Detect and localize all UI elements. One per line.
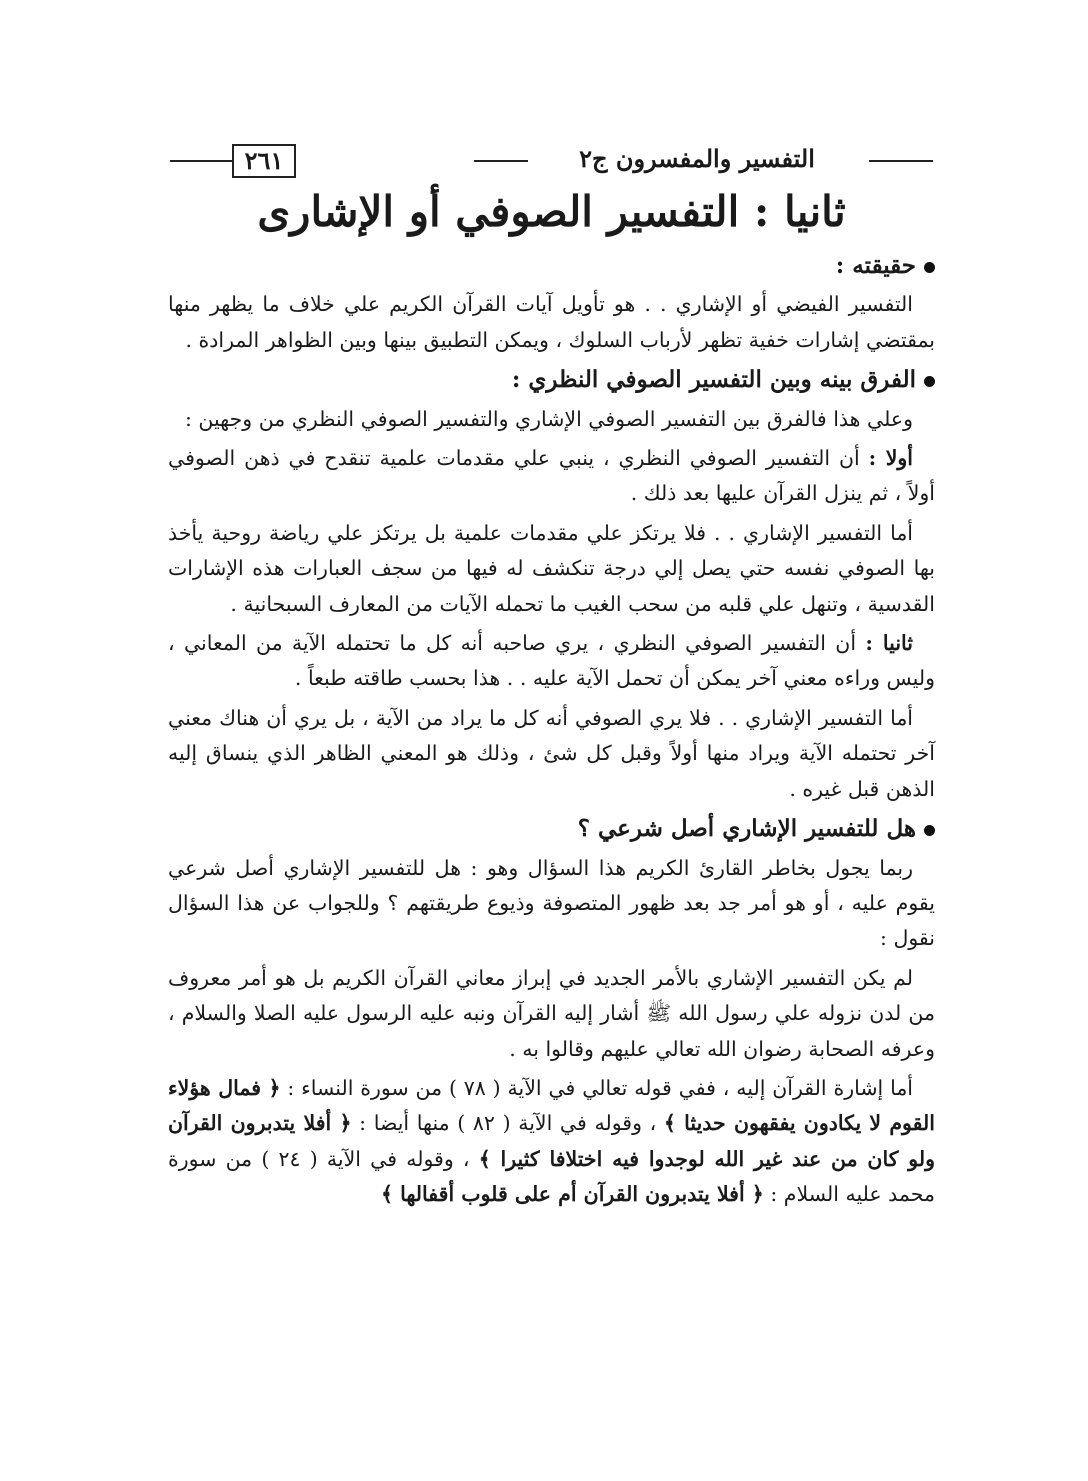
book-title: التفسير والمفسرون ج٢ bbox=[579, 144, 815, 173]
quran-quote: ﴿ أفلا يتدبرون القرآن أم على قلوب أقفالها ﴾ bbox=[380, 1182, 764, 1207]
running-header bbox=[170, 142, 933, 182]
paragraph-text: أما إشارة القرآن إليه ، ففي قوله تعالي في الآية ( ٧٨ ) من سورة النساء : bbox=[287, 1075, 913, 1100]
page-body bbox=[168, 248, 935, 1217]
paragraph bbox=[168, 626, 935, 697]
page-number: ٢٦١ bbox=[232, 144, 296, 178]
header-rule-middle bbox=[474, 160, 528, 162]
paragraph bbox=[168, 1071, 935, 1213]
section-heading-text: حقيقته : bbox=[835, 252, 916, 279]
paragraph: أما التفسير الإشاري . . فلا يرتكز علي مقدمات علمية بل يرتكز علي رياضة روحية يأخذ بها الصوفي نفسه حتي يصل إلي درجة تنكشف له فيها من سجف العبارات هذه الإشارات القدسية ، وتنهل علي قلبه من سحب الغيب ما تحمله الآيات من المعارف السبحانية . bbox=[168, 520, 935, 616]
paragraph-lead: أولا : bbox=[868, 446, 913, 471]
header-rule-left bbox=[170, 160, 232, 162]
paragraph: ربما يجول بخاطر القارئ الكريم هذا السؤال وهو : هل للتفسير الإشاري أصل شرعي يقوم عليه ، أو هو أمر جد بعد ظهور المتصوفة وذيوع طريقتهم ؟ وللجواب عن هذا السؤال نقول : bbox=[168, 855, 935, 951]
paragraph: لم يكن التفسير الإشاري بالأمر الجديد في إبراز معاني القرآن الكريم بل هو أمر معروف من لدن نزوله علي رسول الله ﷺ أشار إليه القرآن ونبه عليه الرسول عليه الصلا والسلام ، وعرفه الصحابة رضوان الله تعالي عليهم وقالوا به . bbox=[168, 965, 935, 1061]
paragraph: وعلي هذا فالفرق بين التفسير الصوفي الإشاري والتفسير الصوفي النظري من وجهين : bbox=[184, 406, 913, 431]
section-heading-text: هل للتفسير الإشاري أصل شرعي ؟ bbox=[577, 815, 916, 843]
section-heading bbox=[168, 362, 935, 397]
section-heading bbox=[168, 811, 935, 846]
paragraph-text: ، وقوله في الآية ( ٨٢ ) منها أيضا : bbox=[359, 1111, 657, 1136]
bullet-icon bbox=[924, 262, 935, 273]
chapter-title: ثانيا : التفسير الصوفي أو الإشارى bbox=[257, 187, 846, 236]
header-rule-right bbox=[869, 160, 933, 162]
paragraph: التفسير الفيضي أو الإشاري . . هو تأويل آيات القرآن الكريم علي خلاف ما يظهر منها بمقتضي إشارات خفية تظهر لأرباب السلوك ، ويمكن التطبيق بينها وبين الظواهر المرادة . bbox=[168, 292, 935, 352]
paragraph-text: ، وقوله في الآية ( ٢٤ ) من سورة محمد عليه السلام : bbox=[168, 1146, 935, 1207]
paragraph-text: أن التفسير الصوفي النظري ، يري صاحبه أنه كل ما تحتمله الآية من المعاني ، وليس وراءه معني آخر يمكن أن تحمل الآية عليه . . هذا بحسب طاقته طبعاً . bbox=[168, 631, 935, 691]
bullet-icon bbox=[924, 376, 935, 387]
section-heading bbox=[168, 248, 935, 283]
section-heading-text: الفرق بينه وبين التفسير الصوفي النظري : bbox=[511, 366, 916, 394]
quran-quote: ﴿ فمال هؤلاء القوم لا يكادون يفقهون حديثا ﴾ bbox=[168, 1075, 935, 1136]
paragraph-lead: ثانيا : bbox=[865, 631, 914, 656]
paragraph: أما التفسير الإشاري . . فلا يري الصوفي أنه كل ما يراد من الآية ، بل يري أن هناك معني آخر تحتمله الآية ويراد منها أولاً وقبل كل شئ ، وذلك هو المعني الظاهر الذي ينساق إليه الذهن قبل غيره . bbox=[168, 705, 935, 801]
quran-quote: ﴿ أفلا يتدبرون القرآن ولو كان من عند غير الله لوجدوا فيه اختلافا كثيرا ﴾ bbox=[168, 1111, 935, 1171]
paragraph bbox=[168, 441, 935, 512]
bullet-icon bbox=[924, 825, 935, 836]
paragraph-text: أن التفسير الصوفي النظري ، ينبي علي مقدمات علمية تنقدح في ذهن الصوفي أولاً ، ثم ينزل القرآن عليها بعد ذلك . bbox=[168, 446, 935, 506]
